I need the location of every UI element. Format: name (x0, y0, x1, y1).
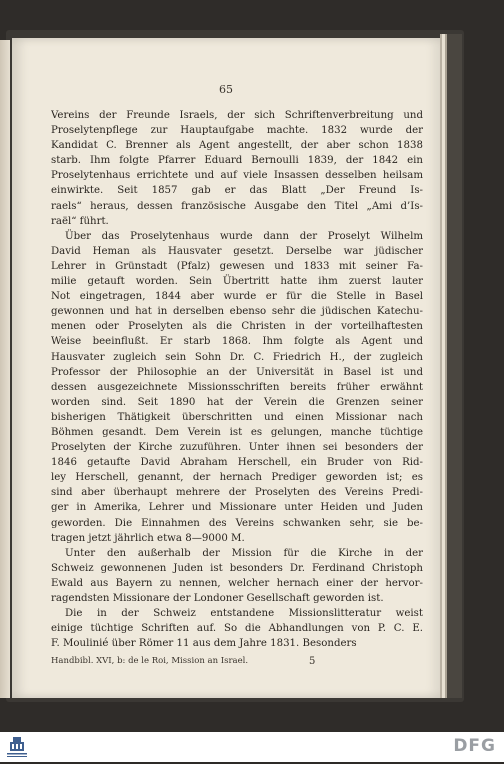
text-line: menen oder Proselyten als die Christen in der vorteilhaftesten (51, 321, 423, 333)
text-line: einwirkte. Seit 1857 gab er das Blatt „Der Freund Is- (51, 185, 423, 197)
text-line: gewonnen und hat in derselben ebenso sehr die jüdischen Katechu- (51, 306, 423, 318)
text-line: 1846 getaufte David Abraham Herschell, ein Bruder von Rid- (51, 457, 423, 469)
dfg-logo: DFG (453, 736, 496, 756)
text-line: bisherigen Thätigkeit überschritten und einen Missionar nach (51, 411, 423, 423)
text-line: dessen ausgezeichnete Missionsschriften bereits früher erwähnt (51, 381, 423, 393)
left-page-edge (0, 40, 10, 698)
text-line: Not eingetragen, 1844 aber wurde er für die Stelle in Basel (51, 291, 423, 303)
text-line: worden sind. Seit 1890 hat der Verein die Grenzen seiner (51, 396, 423, 408)
text-line: tragen jetzt jährlich etwa 8—9000 M. (51, 532, 245, 544)
text-line: ley Herschell, genannt, der hernach Prediger geworden ist; es (51, 472, 423, 484)
text-line: Die in der Schweiz entstandene Missionslitteratur weist (65, 608, 423, 620)
text-line: ragendsten Missionare der Londoner Gesellschaft geworden ist. (51, 593, 384, 604)
page-footer (51, 656, 423, 670)
viewer-bottom-bar (0, 732, 504, 762)
text-line: Proselytenpflege zur Hauptaufgabe machte. 1832 wurde der (51, 125, 423, 137)
text-line: Vereins der Freunde Israels, der sich Schriftenverbreitung und (51, 110, 423, 121)
text-line: sind aber überhaupt mehrere der Proselyten des Vereins Predi- (51, 487, 423, 499)
footer-signature: Handbibl. XVI, b: de le Roi, Mission an Israel. (51, 656, 249, 666)
text-line: F. Moulinié über Römer 11 aus dem Jahre 1831. Besonders (51, 638, 357, 650)
text-line: Schweiz gewonnenen Juden ist besonders Dr. Ferdinand Christoph (51, 562, 423, 574)
text-line: David Heman als Hausvater gesetzt. Derselbe war jüdischer (51, 245, 423, 257)
library-seal-icon (4, 734, 30, 760)
text-line: milie getauft worden. Sein Übertritt hatte ihm zuerst lauter (51, 276, 423, 288)
text-line: Proselyten der Kirche zuzuführen. Unter ihnen sei besonders der (51, 442, 423, 454)
text-line: Über das Proselytenhaus wurde dann der Proselyt Wilhelm (65, 230, 423, 242)
text-line: Proselytenhaus errichtete und auf viele Insassen desselben heilsam (51, 170, 423, 182)
text-line: geworden. Die Einnahmen des Vereins schwanken sehr, sie be- (51, 517, 423, 529)
text-line: raël“ führt. (51, 215, 109, 227)
text-line: einige tüchtige Schriften auf. So die Abhandlungen von P. C. E. (51, 623, 423, 635)
text-line: Ewald aus Bayern zu nennen, welcher hernach einer der hervor- (51, 577, 423, 589)
book-page (12, 38, 440, 698)
body-text (51, 108, 423, 651)
text-line: starb. Ihm folgte Pfarrer Eduard Bernoulli 1839, der 1842 ein (51, 155, 423, 167)
text-line: Weise beeinflußt. Er starb 1868. Ihm folgte als Agent und (51, 336, 423, 348)
text-line: Böhmen gesandt. Dem Verein ist es gelungen, manche tüchtige (51, 426, 423, 438)
text-line: Unter den außerhalb der Mission für die Kirche in der (65, 547, 423, 559)
page-stack-edge (440, 34, 462, 698)
text-line: raels“ heraus, dessen französische Ausgabe den Titel „Ami d’Is- (51, 200, 423, 212)
text-line: Kandidat C. Brenner als Agent angestellt, der aber schon 1838 (51, 140, 423, 152)
text-line: ger in Amerika, Lehrer und Missionare unter Heiden und Juden (51, 502, 423, 514)
page-number: 65 (219, 83, 233, 96)
text-line: Lehrer in Grünstadt (Pfalz) gewesen und 1833 mit seiner Fa- (51, 260, 423, 272)
text-line: Professor der Philosophie an der Universität in Basel ist und (51, 366, 423, 378)
footer-sheet-number: 5 (309, 656, 316, 667)
text-line: Hausvater zugleich sein Sohn Dr. C. Friedrich H., der zugleich (51, 351, 423, 363)
